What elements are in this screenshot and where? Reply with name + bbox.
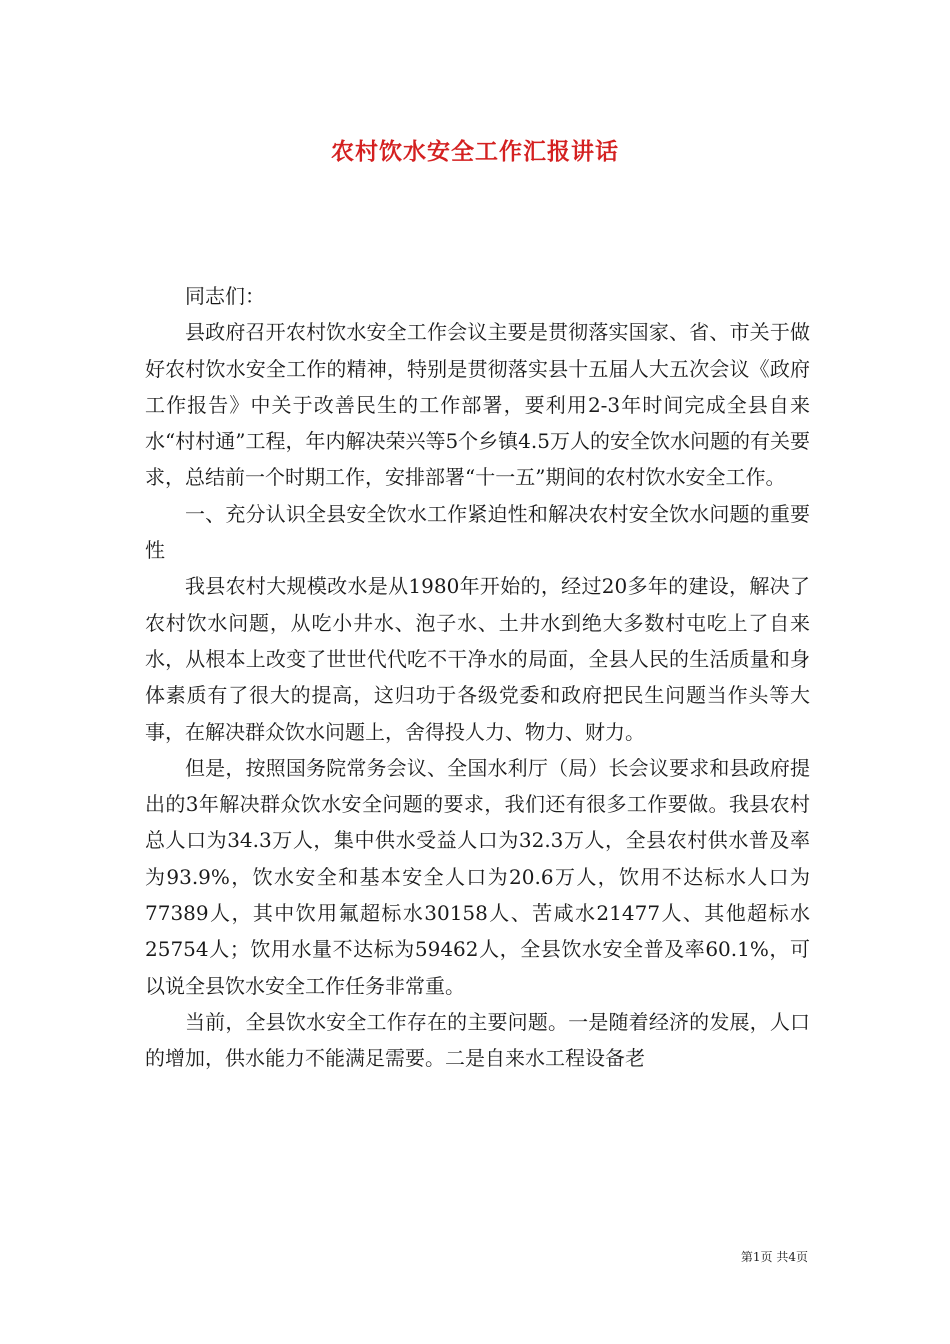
page-number: 第1页 共4页	[740, 1250, 808, 1264]
document-title: 农村饮水安全工作汇报讲话	[331, 138, 619, 165]
document-body	[145, 278, 810, 1077]
section-heading: 一、充分认识全县安全饮水工作紧迫性和解决农村安全饮水问题的重要性	[145, 501, 810, 563]
salutation: 同志们：	[185, 284, 265, 308]
paragraph: 当前，全县饮水安全工作存在的主要问题。一是随着经济的发展，人口的增加，供水能力不能满足需要。二是自来水工程设备老	[145, 1009, 810, 1071]
paragraph: 我县农村大规模改水是从1980年开始的，经过20多年的建设，解决了农村饮水问题，从吃小井水、泡子水、土井水到绝大多数村屯吃上了自来水，从根本上改变了世世代代吃不干净水的局面，全县人民的生活质量和身体素质有了很大的提高，这归功于各级党委和政府把民生问题当作头等大事，在解决群众饮水问题上，舍得投人力、物力、财力。	[145, 574, 810, 744]
paragraph: 但是，按照国务院常务会议、全国水利厅（局）长会议要求和县政府提出的3年解决群众饮水安全问题的要求，我们还有很多工作要做。我县农村总人口为34.3万人，集中供水受益人口为32.3万人，全县农村供水普及率为93.9%，饮水安全和基本安全人口为20.6万人，饮用不达标水人口为77389人，其中饮用氟超标水30158人、苦咸水21477人、其他超标水25754人；饮用水量不达标为59462人，全县饮水安全普及率60.1%，可以说全县饮水安全工作任务非常重。	[145, 755, 810, 998]
paragraph: 县政府召开农村饮水安全工作会议主要是贯彻落实国家、省、市关于做好农村饮水安全工作的精神，特别是贯彻落实县十五届人大五次会议《政府工作报告》中关于改善民生的工作部署，要利用2-3年时间完成全县自来水“村村通”工程，年内解决荣兴等5个乡镇4.5万人的安全饮水问题的有关要求，总结前一个时期工作，安排部署“十一五”期间的农村饮水安全工作。	[145, 320, 810, 490]
